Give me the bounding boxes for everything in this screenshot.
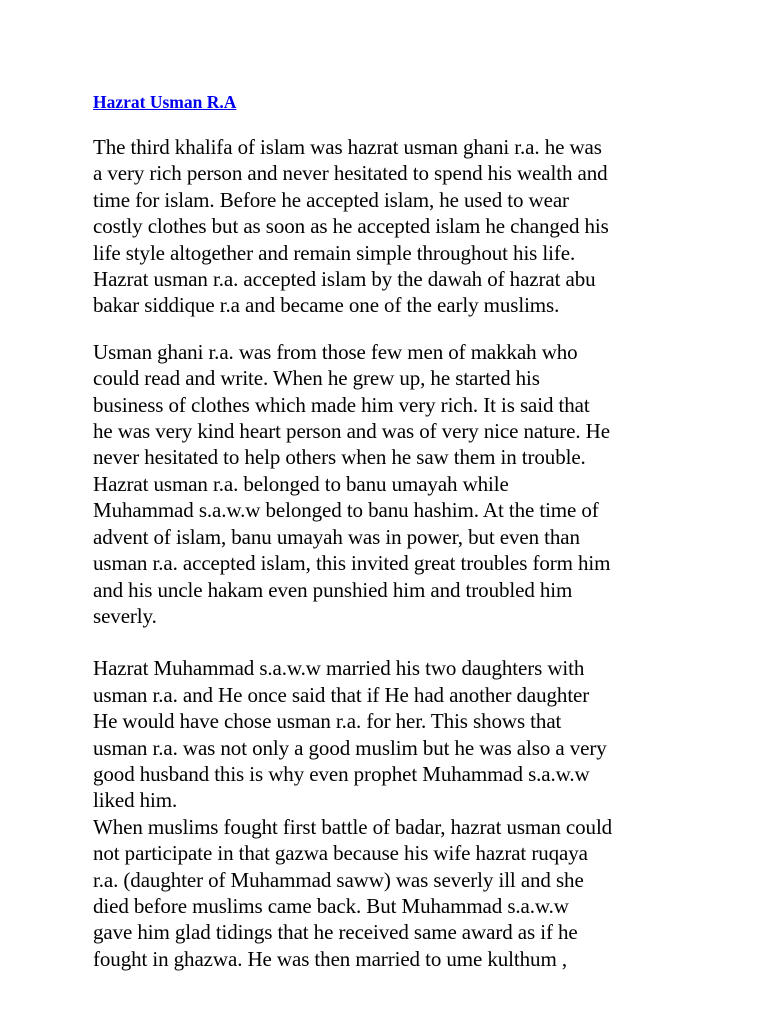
paragraph-3: Hazrat Muhammad s.a.w.w married his two daughters with usman r.a. and He once said that if He had another daughter He would have chose usman r.a. for her. This shows that usman r.a. was not only a good muslim but he was also a very good husband this is why even prophet Muhammad s.a.w.w liked him. (93, 656, 607, 813)
paragraph-1: The third khalifa of islam was hazrat usman ghani r.a. he was a very rich person and never hesitated to spend his wealth and time for islam. Before he accepted islam, he used to wear costly clothes but as soon as he accepted islam he changed his life style altogether and remain simple throughout his life. Hazrat usman r.a. accepted islam by the dawah of hazrat abu bakar siddique r.a and became one of the early muslims. (93, 135, 609, 318)
paragraph-2: Usman ghani r.a. was from those few men of makkah who could read and write. When he grew up, he started his business of clothes which made him very rich. It is said that he was very kind heart person and was of very nice nature. He never hesitated to help others when he saw them in trouble. Hazrat usman r.a. belonged to banu umayah while Muhammad s.a.w.w belonged to banu hashim. At the time of advent of islam, banu umayah was in power, but even than usman r.a. accepted islam, this invited great troubles form him and his uncle hakam even punshied him and troubled him severly. (93, 339, 611, 628)
document-title-link[interactable]: Hazrat Usman R.A (93, 92, 237, 112)
paragraph-4: When muslims fought first battle of badar, hazrat usman could not participate in that gazwa because his wife hazrat ruqaya r.a. (daughter of Muhammad saww) was severly ill and she died before muslims came back. But Muhammad s.a.w.w gave him glad tidings that he received same award as if he fought in ghazwa. He was then married to ume kulthum , (93, 814, 613, 971)
document-page (93, 90, 683, 972)
